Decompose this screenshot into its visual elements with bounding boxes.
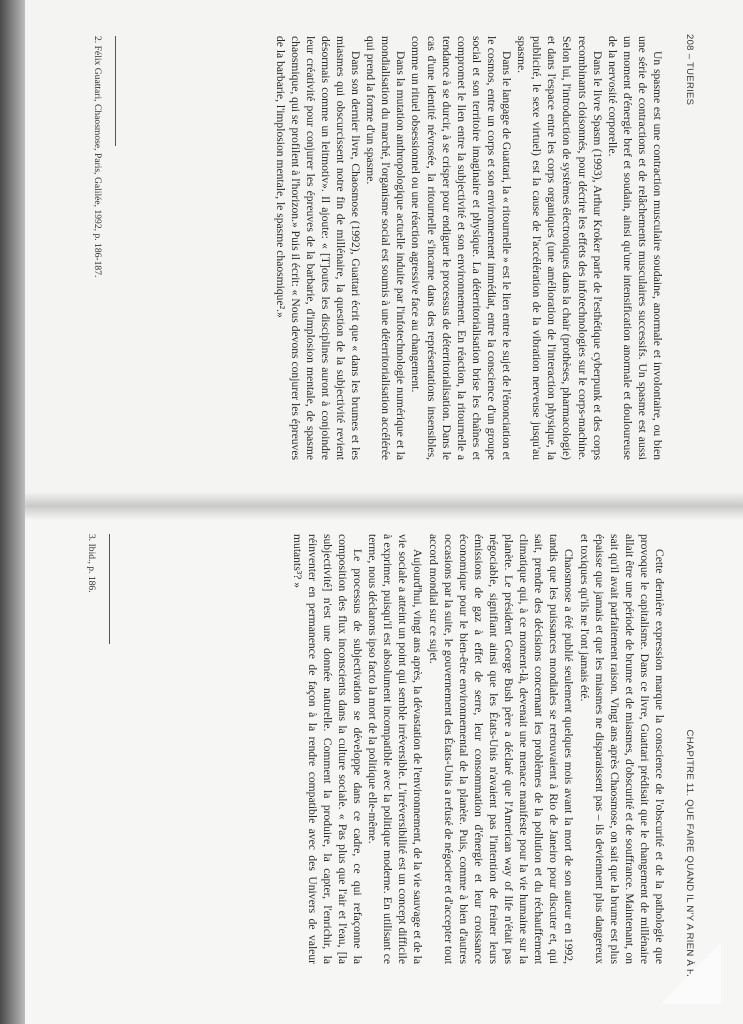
book-gutter-shadow <box>0 492 743 520</box>
right-paragraph: Cette dernière expression marque la conscience de l'obscurité et de la pathologie que provoque le capitalisme. Dans ce livre, Guattari prédisait que le changement de millénaire allait être une période de brume et de miasmes, d'obscurité et de souffrance. Maintenant, on sait qu'il avait parfaitement raison. Vingt ans après Chaosmose, on sait que la brume est plus épaisse que jamais et que les miasmes ne disparaissent pas – ils deviennent plus dangereux et toxiques qu'ils ne l'ont jamais été. <box>577 534 666 964</box>
left-paragraph: Dans le langage de Guattari, la « ritournelle » est le lien entre le sujet de l'énonciation et le cosmos, entre un corps et son environnement immédiat, entre la conscience d'un groupe social et son territoire imaginaire et physique. La déterritorialisation brise les chaînes et compromet le lien entre la subjectivité et son environnement. En réaction, la ritournelle a tendance à se durcir, à se crisper pour endiguer le processus de déterritorialisation. Dans le cas d'une identité névrosée, la ritournelle s'incarne dans des représentations insensibles, comme un rituel obsessionnel ou une réaction agressive face au changement. <box>409 36 514 460</box>
left-page-body <box>273 36 665 460</box>
right-page-body <box>290 534 667 964</box>
left-page <box>0 0 743 506</box>
left-paragraph: Un spasme est une contraction musculaire soudaine, anormale et involontaire, ou bien une série de contractions et de relâchements musculaires successifs. Un spasme est aussi un moment d'énergie bref et soudain, ainsi qu'une intensification anormale et douloureuse de la nervosité corporelle. <box>605 36 664 460</box>
right-footnote-rule <box>109 534 110 644</box>
right-paragraph: Le processus de subjectivation se développe dans ce cadre, ce qui refaçonne la composition des flux inconscients dans la culture sociale. « Pas plus que l'air et l'eau, [la subjectivité] n'est une donnée naturelle. Comment la produire, la capter, l'enrichir, la réinventer en permanence de façon à la rendre compatible avec des Univers de valeur mutants³? » <box>290 534 365 964</box>
right-running-head: CHAPITRE 11. QUE FAIRE QUAND IL N'Y A RIEN À FAIRE <box>684 729 695 998</box>
right-footnote: 3. Ibid., p. 186. <box>86 534 97 593</box>
left-footnote: 2. Félix Guattari, Chaosmose, Paris, Galilée, 1992, p. 186-187. <box>92 36 103 278</box>
page-edge-bottom <box>0 0 25 1024</box>
right-paragraph: Chaosmose a été publié seulement quelques mois avant la mort de son auteur en 1992, tandis que les puissances mondiales se retrouvaient à Rio de Janeiro pour discuter et, qui sait, prendre des décisions concernant les problèmes de la pollution et du réchauffement climatique qui, à ce moment-là, devenait une menace manifeste pour la vie humaine sur la planète. Le président George Bush père a déclaré que l'American way of life n'était pas négociable, signifiant ainsi que les États-Unis n'avaient pas l'intention de freiner leurs émissions de gaz à effet de serre, leur consommation d'énergie et leur croissance économique pour le bien-être environnemental de la planète. Puis, comme à bien d'autres occasions par la suite, le gouvernement des États-Unis a refusé de négocier et d'accepter tout accord mondial sur ce sujet. <box>426 534 576 964</box>
left-running-head: 208 – TUERIES <box>684 34 695 106</box>
right-paragraph: Aujourd'hui, vingt ans après, la dévastation de l'environnement, de la vie sauvage et de la vie sociale a atteint un point qui semble irréversible. L'irréversibilité est un concept difficile à exprimer, puisqu'il est absolument incompatible avec la politique moderne. En utilisant ce terme, nous déclarons ipso facto la mort de la politique elle-même. <box>366 534 425 964</box>
right-page <box>0 506 743 1024</box>
left-paragraph: Dans son dernier livre, Chaosmose (1992), Guattari écrit que « dans les brumes et les miasmes qui obscurcissent notre fin de millénaire, la question de la subjectivité revient désormais comme un leitmotiv». Il ajoute: « [T]outes les disciplines auront à conjoindre leur créativité pour conjurer les épreuves de la barbarie, d'implosion mentale, de spasme chaosmique, qui se profilent à l'horizon.» Puis il écrit: « Nous devons conjurer les épreuves de la barbarie, l'implosion mentale, le spasme chaosmique².» <box>273 36 363 460</box>
left-footnote-rule <box>115 36 116 146</box>
left-paragraph: Dans la mutation anthropologique actuelle induite par l'infotechnologie numérique et la mondialisation du marché, l'organisme social est soumis à une déterritorialisation accélérée qui prend la forme d'un spasme. <box>364 36 408 460</box>
left-paragraph: Dans le livre Spasm (1993), Arthur Kroker parle de l'esthétique cyberpunk et des corps recombinants cloisonnés, pour décrire les effets des infotechnologies sur le corps-machine. Selon lui, l'introduction de systèmes électroniques dans la chair (prothèses, pharmacologie) et dans l'espace entre les corps organiques (une amélioration de l'interaction physique, la publicité, le sexe virtuel) est la cause de l'accélération de la vibration nerveuse jusqu'au spasme. <box>515 36 604 460</box>
